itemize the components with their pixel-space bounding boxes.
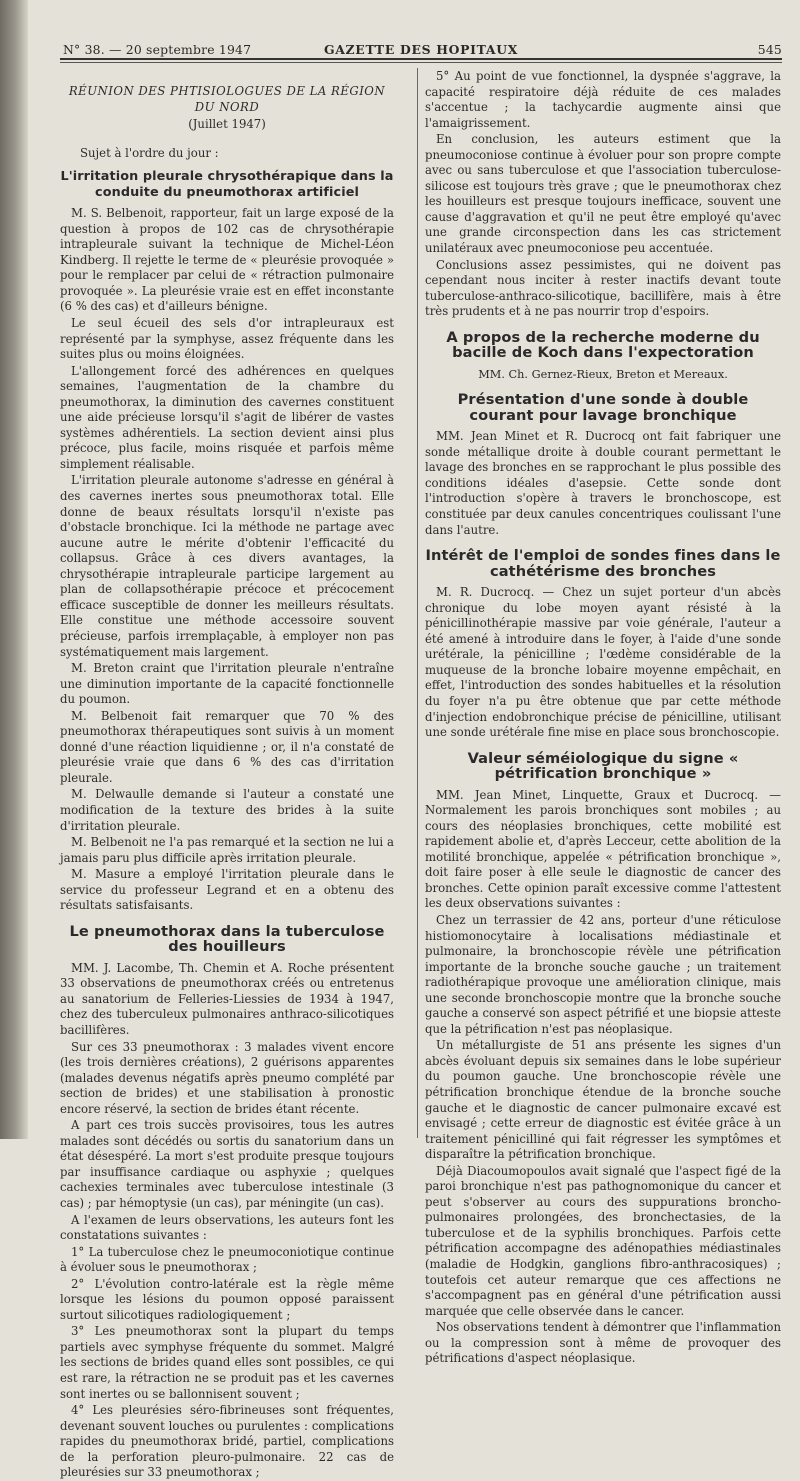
paragraph: M. Belbenoit ne l'a pas remarqué et la section ne lui a jamais paru plus difficile après irritation pleurale.	[60, 835, 394, 865]
article-title-petrification: Valeur séméiologique du signe « pétrification bronchique »	[467, 749, 739, 783]
paragraph: MM. Jean Minet et R. Ducrocq ont fait fabriquer une sonde métallique droite à double courant permettant le lavage des bronches en se rapprochant le plus possible des conditions idéales d'asepsie. Cette sonde dont l'introduction s'opère à travers le bronchoscope, est constituée par deux canules concentriques coulissant l'une dans l'autre.	[425, 429, 781, 537]
list-item: 2° L'évolution contro-latérale est la règle même lorsque les lésions du poumon opposé paraissent surtout silicotiques radiologiquement ;	[60, 1276, 394, 1322]
paragraph: En conclusion, les auteurs estiment que la pneumoconiose continue à évoluer pour son propre compte avec ou sans tuberculose et que l'association tuberculose-silicose est toujours très grave ; que le pneumothorax chez les houilleurs est presque toujours inefficace, souvent une cause d'aggravation et qu'il ne peut être employé qu'avec une grande circonspection dans les cas strictement unilatéraux avec pneumoconiose peu accentuée.	[425, 132, 781, 256]
paragraph: Conclusions assez pessimistes, qui ne doivent pas cependant nous inciter à rester inactifs devant toute tuberculose-anthraco-silicotique, bacillifère, mais à être très prudents et à ne pas nourrir trop d'espoirs.	[425, 257, 781, 319]
left-column	[60, 80, 394, 1481]
paragraph: Nos observations tendent à démontrer que l'inflammation ou la compression sont à même de provoquer des pétrifications d'aspect néoplasique.	[425, 1320, 781, 1366]
list-item: 3° Les pneumothorax sont la plupart du temps partiels avec symphyse fréquente du sommet. Malgré les sections de brides quand elles sont possibles, ce qui est rare, la rétraction ne se produit pas et les cavernes sont inertes ou se ballonnisent souvent ;	[60, 1324, 394, 1401]
scan-binding-edge	[0, 0, 28, 1139]
column-divider	[417, 68, 418, 1138]
journal-title: GAZETTE DES HOPITAUX	[323, 42, 519, 57]
paragraph: MM. Jean Minet, Linquette, Graux et Ducrocq. — Normalement les parois bronchiques sont mobiles ; au cours des néoplasies bronchiques, cette mobilité est rapidement abolie et, d'après Lecceur, cette abolition de la motilité bronchique, appelée « pétrification bronchique », doit faire poser à elle seule le diagnostic de cancer des bronches. Cette opinion paraît excessive comme l'attestent les deux observations suivantes :	[425, 787, 781, 911]
issue-number: N° 38. — 20 septembre 1947	[63, 42, 252, 57]
meeting-date: (Juillet 1947)	[188, 117, 266, 132]
article-title-sonde: Présentation d'une sonde à double courant pour lavage bronchique	[457, 391, 749, 424]
paragraph: Un métallurgiste de 51 ans présente les signes d'un abcès évoluant depuis six semaines dans le lobe supérieur du poumon gauche. Une bronchoscopie révèle une pétrification bronchique étendue de la bronche souche gauche et le diagnostic de cancer pulmonaire excavé est envisagé ; cette erreur de diagnostic est évitée grâce à un traitement pénicilliné qui fait régresser les symptômes et disparaître la pétrification bronchique.	[425, 1038, 781, 1162]
article-title-irritation: L'irritation pleurale chrysothérapique dans la conduite du pneumothorax artificiel	[60, 169, 394, 200]
page-number: 545	[757, 42, 782, 57]
paragraph: Sur ces 33 pneumothorax : 3 malades vivent encore (les trois dernières créations), 2 guérisons apparentes (malades devenus négatifs après pneumo complété par section de brides) et une stabilisation à pronostic encore réservé, la section de brides étant récente.	[60, 1039, 394, 1116]
article-title-sondes-fines: Intérêt de l'emploi de sondes fines dans le cathétérisme des bronches	[425, 547, 781, 580]
right-column	[425, 69, 781, 1367]
paragraph: Déjà Diacoumopoulos avait signalé que l'aspect figé de la paroi bronchique n'est pas pathognomonique du cancer et peut s'observer au cours des suppurations broncho-pulmonaires prolongées, des bronchectasies, de la tuberculose et de la syphilis bronchiques. Parfois cette pétrification accompagne des adénopathies médiastinales (maladie de Hodgkin, ganglions fibro-anthracosiques) ; toutefois cet auteur remarque que ces affections ne s'accompagnent pas en général d'une pétrification aussi marquée que celle observée dans le cancer.	[425, 1163, 781, 1318]
list-item: 5° Au point de vue fonctionnel, la dyspnée s'aggrave, la capacité respiratoire déjà réduite de ces malades s'accentue ; la tachycardie augmente ainsi que l'amaigrissement.	[425, 69, 781, 130]
header-rule-thin	[60, 62, 782, 63]
article-title-koch: A propos de la recherche moderne du bacille de Koch dans l'expectoration	[446, 328, 760, 362]
list-item: 4° Les pleurésies séro-fibrineuses sont fréquentes, devenant souvent louches ou purulentes : complications rapides du pneumothorax bridé, partiel, complications de la perforation pleuro-pulmonaire. 22 cas de pleurésies sur 33 pneumothorax ;	[60, 1403, 394, 1480]
paragraph: L'allongement forcé des adhérences en quelques semaines, l'augmentation de la chambre du pneumothorax, la diminution des cavernes constituent une aide précieuse lorsqu'il s'agit de libérer de vastes systèmes adhérentiels. La section devient ainsi plus précoce, plus facile, moins risquée et parfois même simplement réalisable.	[60, 363, 394, 471]
article-authors: MM. Ch. Gernez-Rieux, Breton et Mereaux.	[478, 367, 728, 381]
header-rule	[60, 58, 782, 60]
society-heading: RÉUNION DES PHTISIOLOGUES DE LA RÉGION DU NORD	[68, 84, 386, 114]
agenda-label: Sujet à l'ordre du jour :	[80, 145, 219, 160]
paragraph: Le seul écueil des sels d'or intrapleuraux est représenté par la symphyse, assez fréquente dans les suites plus ou moins éloignées.	[60, 316, 394, 362]
paragraph: M. S. Belbenoit, rapporteur, fait un large exposé de la question à propos de 102 cas de chrysothérapie intrapleurale suivant la technique de Michel-Léon Kindberg. Il rejette le terme de « pleurésie provoquée » pour le remplacer par celui de « rétraction pulmonaire provoquée ». La pleurésie vraie est en effet inconstante (6 % des cas) et d'ailleurs bénigne.	[60, 206, 394, 314]
paragraph: M. Breton craint que l'irritation pleurale n'entraîne une diminution importante de la capacité fonctionnelle du poumon.	[60, 661, 394, 707]
paragraph: L'irritation pleurale autonome s'adresse en général à des cavernes inertes sous pneumothorax total. Elle donne de beaux résultats lorsqu'il n'existe pas d'obstacle bronchique. Ici la méthode ne partage avec aucune autre le mérite d'obtenir l'efficacité du collapsus. Grâce à ces divers avantages, la chrysothérapie intrapleurale participe largement au plan de collapsothérapie précoce et précocement efficace susceptible de donner les meilleurs résultats. Elle constitue une méthode accessoire souvent précieuse, parfois irremplaçable, à employer non pas systématiquement mais largement.	[60, 473, 394, 659]
paragraph: M. Belbenoit fait remarquer que 70 % des pneumothorax thérapeutiques sont suivis à un moment donné d'une réaction liquidienne ; or, il n'a constaté de pleurésie vraie que dans 6 % des cas d'irritation pleurale.	[60, 708, 394, 785]
paragraph: A part ces trois succès provisoires, tous les autres malades sont décédés ou sortis du sanatorium dans un état désespéré. La mort s'est produite presque toujours par insuffisance cardiaque ou asphyxie ; quelques cachexies terminales avec tuberculose intestinale (3 cas) ; par hémoptysie (un cas), par méningite (un cas).	[60, 1118, 394, 1210]
list-item: 1° La tuberculose chez le pneumoconiotique continue à évoluer sous le pneumothorax ;	[60, 1244, 394, 1275]
paragraph: M. Delwaulle demande si l'auteur a constaté une modification de la texture des brides à la suite d'irritation pleurale.	[60, 787, 394, 833]
paragraph: A l'examen de leurs observations, les auteurs font les constatations suivantes :	[60, 1212, 394, 1243]
paragraph: M. R. Ducrocq. — Chez un sujet porteur d'un abcès chronique du lobe moyen ayant résisté à la pénicillinothérapie massive par voie générale, l'auteur a été amené à introduire dans le foyer, à l'aide d'une sonde urétérale, la pénicilline ; l'œdème considérable de la muqueuse de la bronche lobaire moyenne empêchait, en effet, l'introduction des sondes habituelles et la résolution du foyer n'a pu être obtenue que par cette méthode d'injection endobronchique précise de pénicilline, utilisant une sonde urétérale fine mise en place sous bronchoscopie.	[425, 585, 781, 740]
paragraph: MM. J. Lacombe, Th. Chemin et A. Roche présentent 33 observations de pneumothorax créés ou entretenus au sanatorium de Felleries-Liessies de 1934 à 1947, chez des tuberculeux pulmonaires anthraco-silicotiques bacillifères.	[60, 960, 394, 1037]
paragraph: Chez un terrassier de 42 ans, porteur d'une réticulose histiomonocytaire à localisations médiastinale et pulmonaire, la bronchoscopie révèle une pétrification importante de la bronche souche gauche ; un traitement radiothérapique provoque une amélioration clinique, mais une seconde bronchoscopie montre que la bronche souche gauche a conservé son aspect pétrifié et une biopsie atteste que la pétrification n'est pas néoplasique.	[425, 912, 781, 1036]
article-title-houilleurs: Le pneumothorax dans la tuberculose des houilleurs	[69, 922, 385, 956]
paragraph: M. Masure a employé l'irritation pleurale dans le service du professeur Legrand et en a obtenu des résultats satisfaisants.	[60, 867, 394, 913]
